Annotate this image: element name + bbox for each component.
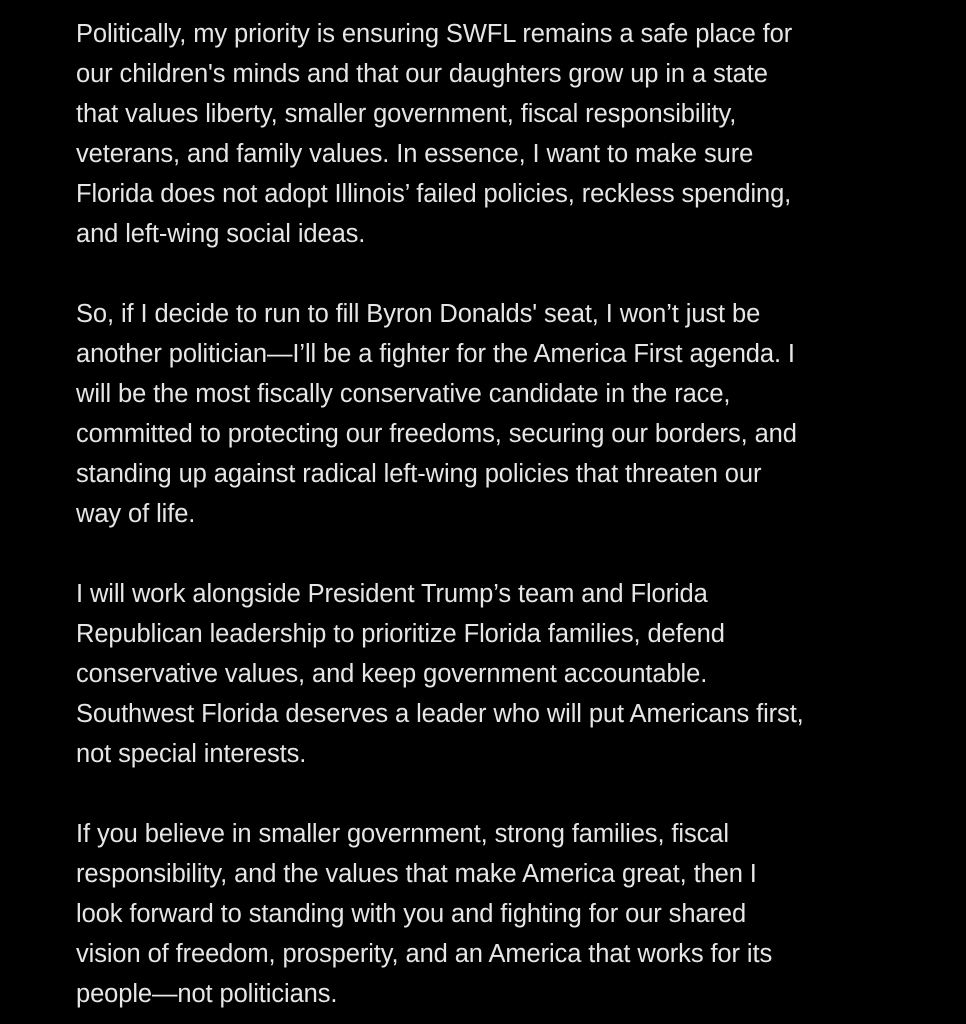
text-line: Republican leadership to prioritize Florida families, defend [76,620,725,648]
text-line: conservative values, and keep government accountable. [76,660,708,688]
text-line: that values liberty, smaller government, fiscal responsibility, [76,100,737,128]
paragraph-2 [76,294,961,534]
text-line: look forward to standing with you and fighting for our shared [76,900,747,928]
text-line: another politician—I’ll be a fighter for the America First agenda. I [76,340,795,368]
text-line: responsibility, and the values that make America great, then I [76,860,757,888]
text-line: So, if I decide to run to fill Byron Donalds' seat, I won’t just be [76,300,761,328]
paragraph-4 [76,814,961,1014]
text-line: Southwest Florida deserves a leader who will put Americans first, [76,700,804,728]
document-body [76,14,961,1014]
text-line: our children's minds and that our daughters grow up in a state [76,60,768,88]
text-line: people—not politicians. [76,980,338,1008]
text-line: veterans, and family values. In essence, I want to make sure [76,140,754,168]
text-line: standing up against radical left-wing policies that threaten our [76,460,762,488]
text-line: way of life. [76,500,196,528]
text-line: If you believe in smaller government, strong families, fiscal [76,820,729,848]
paragraph-1 [76,14,961,254]
text-line: I will work alongside President Trump’s team and Florida [76,580,708,608]
text-line: will be the most fiscally conservative candidate in the race, [76,380,731,408]
text-line: vision of freedom, prosperity, and an America that works for its [76,940,773,968]
text-line: not special interests. [76,740,307,768]
text-line: and left-wing social ideas. [76,220,366,248]
text-line: committed to protecting our freedoms, securing our borders, and [76,420,797,448]
text-line: Politically, my priority is ensuring SWFL remains a safe place for [76,20,793,48]
paragraph-3 [76,574,961,774]
text-line: Florida does not adopt Illinois’ failed policies, reckless spending, [76,180,792,208]
